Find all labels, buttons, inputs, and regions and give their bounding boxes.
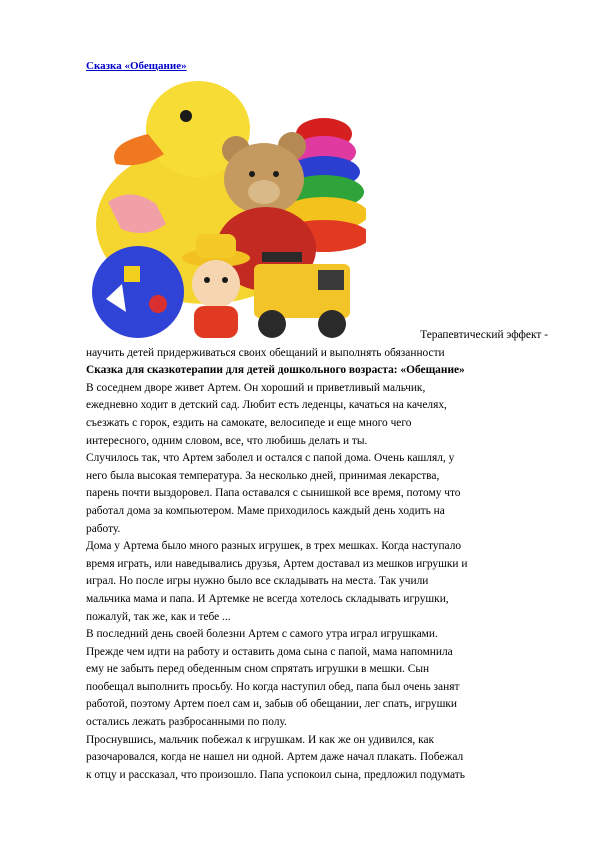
text-line: ежедневно ходит в детский сад. Любит есть леденцы, качаться на качелях,	[86, 399, 447, 412]
text-line: работу.	[86, 522, 121, 535]
sorter-hole-red	[149, 295, 167, 313]
duck-eye	[180, 110, 192, 122]
text-line: Прежде чем идти на работу и оставить дома сына с папой, мама напомнила	[86, 645, 453, 658]
bear-muzzle	[248, 180, 280, 204]
text-line: разочаровался, когда не нашел ни одной. Артем даже начал плакать. Побежал	[86, 751, 464, 764]
figure-eye-right	[222, 277, 228, 283]
text-line: время играть, или наведывались друзья, Артем доставал из мешков игрушки и	[86, 557, 468, 570]
text-line: работал дома за компьютером. Маме приходилось каждый день ходить на	[86, 504, 445, 517]
text-line: остались лежать разбросанными по полу.	[86, 716, 287, 729]
text-line: к отцу и рассказал, что произошло. Папа успокоил сына, предложил подумать	[86, 768, 465, 781]
bear-head	[224, 143, 304, 215]
text-line: Проснувшись, мальчик побежал к игрушкам. И как же он удивился, как	[86, 733, 435, 746]
text-line: Сказка для сказкотерапии для детей дошкольного возраста: «Обещание»	[86, 364, 465, 377]
text-line: интересного, одним словом, все, что любишь делать и ты.	[86, 434, 368, 447]
bear-eye-left	[249, 171, 255, 177]
bear-eye-right	[273, 171, 279, 177]
text-line: научить детей придерживаться своих обещаний и выполнять обязанности	[86, 346, 445, 359]
truck-sign	[262, 252, 302, 262]
figure-face	[192, 260, 240, 308]
figure-eye-left	[204, 277, 210, 283]
text-line: играл. Но после игры нужно было все складывать на места. Так учили	[86, 575, 429, 588]
shape-sorter-ball	[92, 246, 184, 338]
text-line: мальчика мама и папа. И Артемке не всегда хотелось складывать игрушки,	[86, 592, 449, 605]
truck-window	[318, 270, 344, 290]
text-line: пообещал выполнить просьбу. Но когда наступил обед, папа был очень занят	[86, 680, 460, 693]
text-line: В соседнем дворе живет Артем. Он хороший и приветливый мальчик,	[86, 381, 426, 394]
story-text	[86, 327, 548, 784]
text-line: съезжать с горок, ездить на самокате, велосипеде и еще много чего	[86, 416, 412, 429]
title-link[interactable]: Сказка «Обещание»	[86, 60, 187, 72]
sorter-hole-yellow	[124, 266, 140, 282]
text-line: В последний день своей болезни Артем с самого утра играл игрушками.	[86, 628, 438, 641]
text-line: пожалуй, так же, как и тебе ...	[86, 610, 231, 623]
text-line: работой, поэтому Артем поел сам и, забыв об обещании, лег спать, игрушки	[86, 698, 457, 711]
text-line: Дома у Артема было много разных игрушек, в трех мешках. Когда наступало	[86, 540, 462, 553]
text-line: ему не забыть перед обеденным сном спрятать игрушки в мешки. Сын	[86, 663, 430, 676]
text-line: него была высокая температура. За несколько дней, принимая лекарства,	[86, 469, 440, 482]
toys-illustration-icon	[86, 74, 366, 342]
text-line: Случилось так, что Артем заболел и остался с папой дома. Очень кашлял, у	[86, 452, 455, 465]
figure-hat-top	[196, 234, 236, 258]
text-line: парень почти выздоровел. Папа оставался с сынишкой все время, потому что	[86, 487, 461, 500]
text-line: Терапевтический эффект -	[420, 329, 548, 341]
